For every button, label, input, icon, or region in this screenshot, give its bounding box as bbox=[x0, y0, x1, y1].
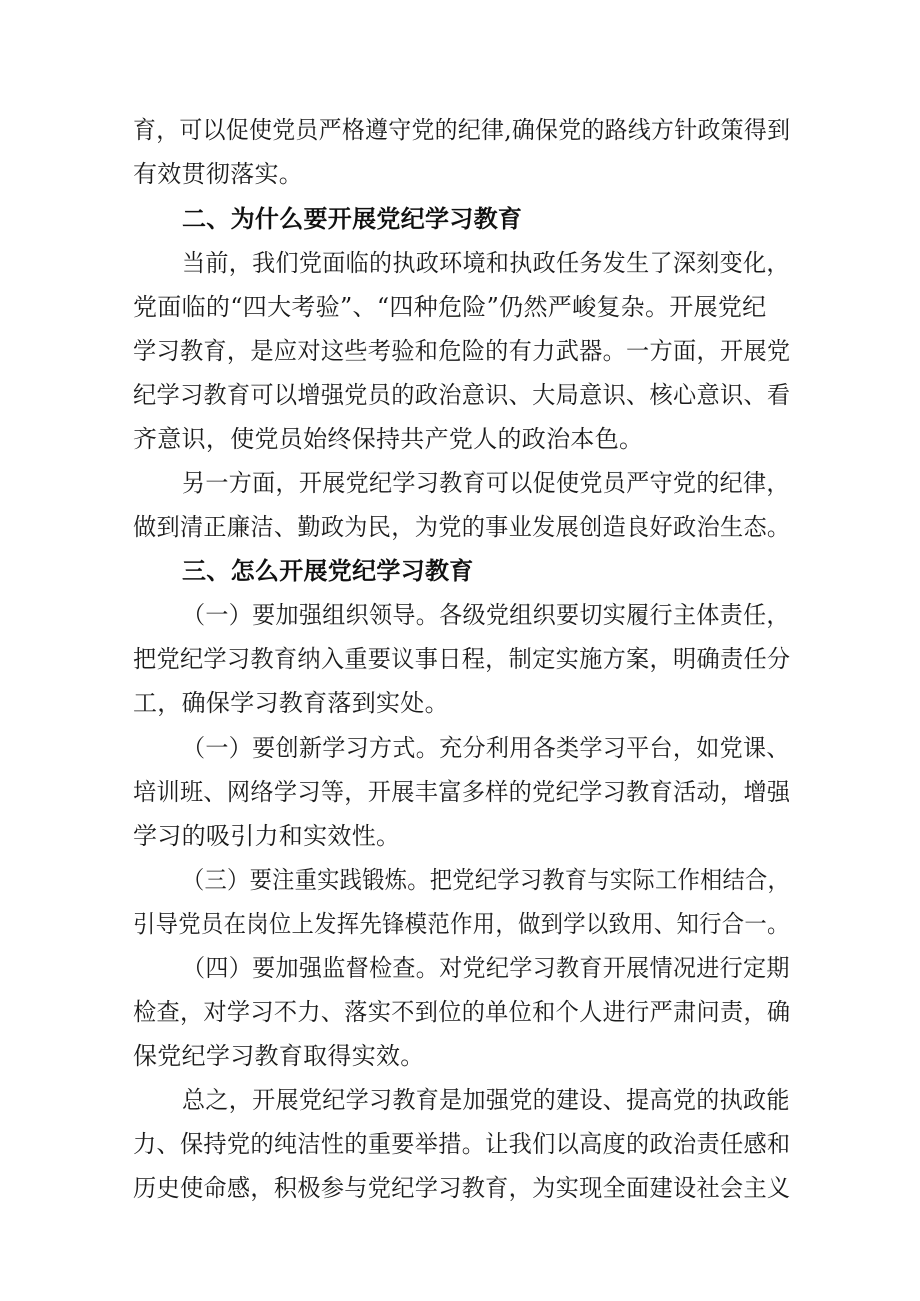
text-line: 有效贯彻落实。 bbox=[133, 160, 304, 188]
section-heading: 二、为什么要开展党纪学习教育 bbox=[182, 205, 523, 233]
text-line: 另一方面，开展党纪学习教育可以促使党员严守党的纪律， bbox=[182, 469, 790, 497]
text-line: （一）要创新学习方式。充分利用各类学习平台，如党课、 bbox=[182, 734, 790, 762]
text-line: 育，可以促使党员严格遵守党的纪律,确保党的路线方针政策得到 bbox=[133, 116, 791, 144]
text-line: 把党纪学习教育纳入重要议事日程，制定实施方案，明确责任分 bbox=[133, 645, 791, 673]
text-line: 学习的吸引力和实效性。 bbox=[133, 822, 401, 850]
section-heading: 三、怎么开展党纪学习教育 bbox=[182, 557, 474, 585]
text-line: 引导党员在岗位上发挥先锋模范作用，做到学以致用、知行合一。 bbox=[133, 910, 790, 938]
text-line: 保党纪学习教育取得实效。 bbox=[133, 1042, 425, 1070]
text-line: 党面临的“四大考验”、“四种危险”仍然严峻复杂。开展党纪 bbox=[133, 293, 767, 321]
text-line: 齐意识，使党员始终保持共产党人的政治本色。 bbox=[133, 425, 644, 453]
text-line: 工，确保学习教育落到实处。 bbox=[133, 689, 449, 717]
text-line: （四）要加强监督检查。对党纪学习教育开展情况进行定期 bbox=[182, 954, 790, 982]
text-line: 检查，对学习不力、落实不到位的单位和个人进行严肃问责，确 bbox=[133, 998, 791, 1026]
text-line: 学习教育，是应对这些考验和危险的有力武器。一方面，开展党 bbox=[133, 337, 791, 365]
text-line: （一）要加强组织领导。各级党组织要切实履行主体责任， bbox=[182, 601, 790, 629]
text-line: （三）要注重实践锻炼。把党纪学习教育与实际工作相结合， bbox=[182, 866, 791, 894]
text-line: 总之，开展党纪学习教育是加强党的建设、提高党的执政能 bbox=[182, 1086, 790, 1114]
text-line: 历史使命感，积极参与党纪学习教育，为实现全面建设社会主义 bbox=[133, 1174, 791, 1202]
text-line: 纪学习教育可以增强党员的政治意识、大局意识、核心意识、看 bbox=[133, 381, 791, 409]
text-line: 做到清正廉洁、勤政为民，为党的事业发展创造良好政治生态。 bbox=[133, 513, 791, 541]
text-line: 培训班、网络学习等，开展丰富多样的党纪学习教育活动，增强 bbox=[133, 778, 791, 806]
text-line: 力、保持党的纯洁性的重要举措。让我们以高度的政治责任感和 bbox=[133, 1130, 791, 1158]
text-line: 当前，我们党面临的执政环境和执政任务发生了深刻变化， bbox=[182, 249, 790, 277]
